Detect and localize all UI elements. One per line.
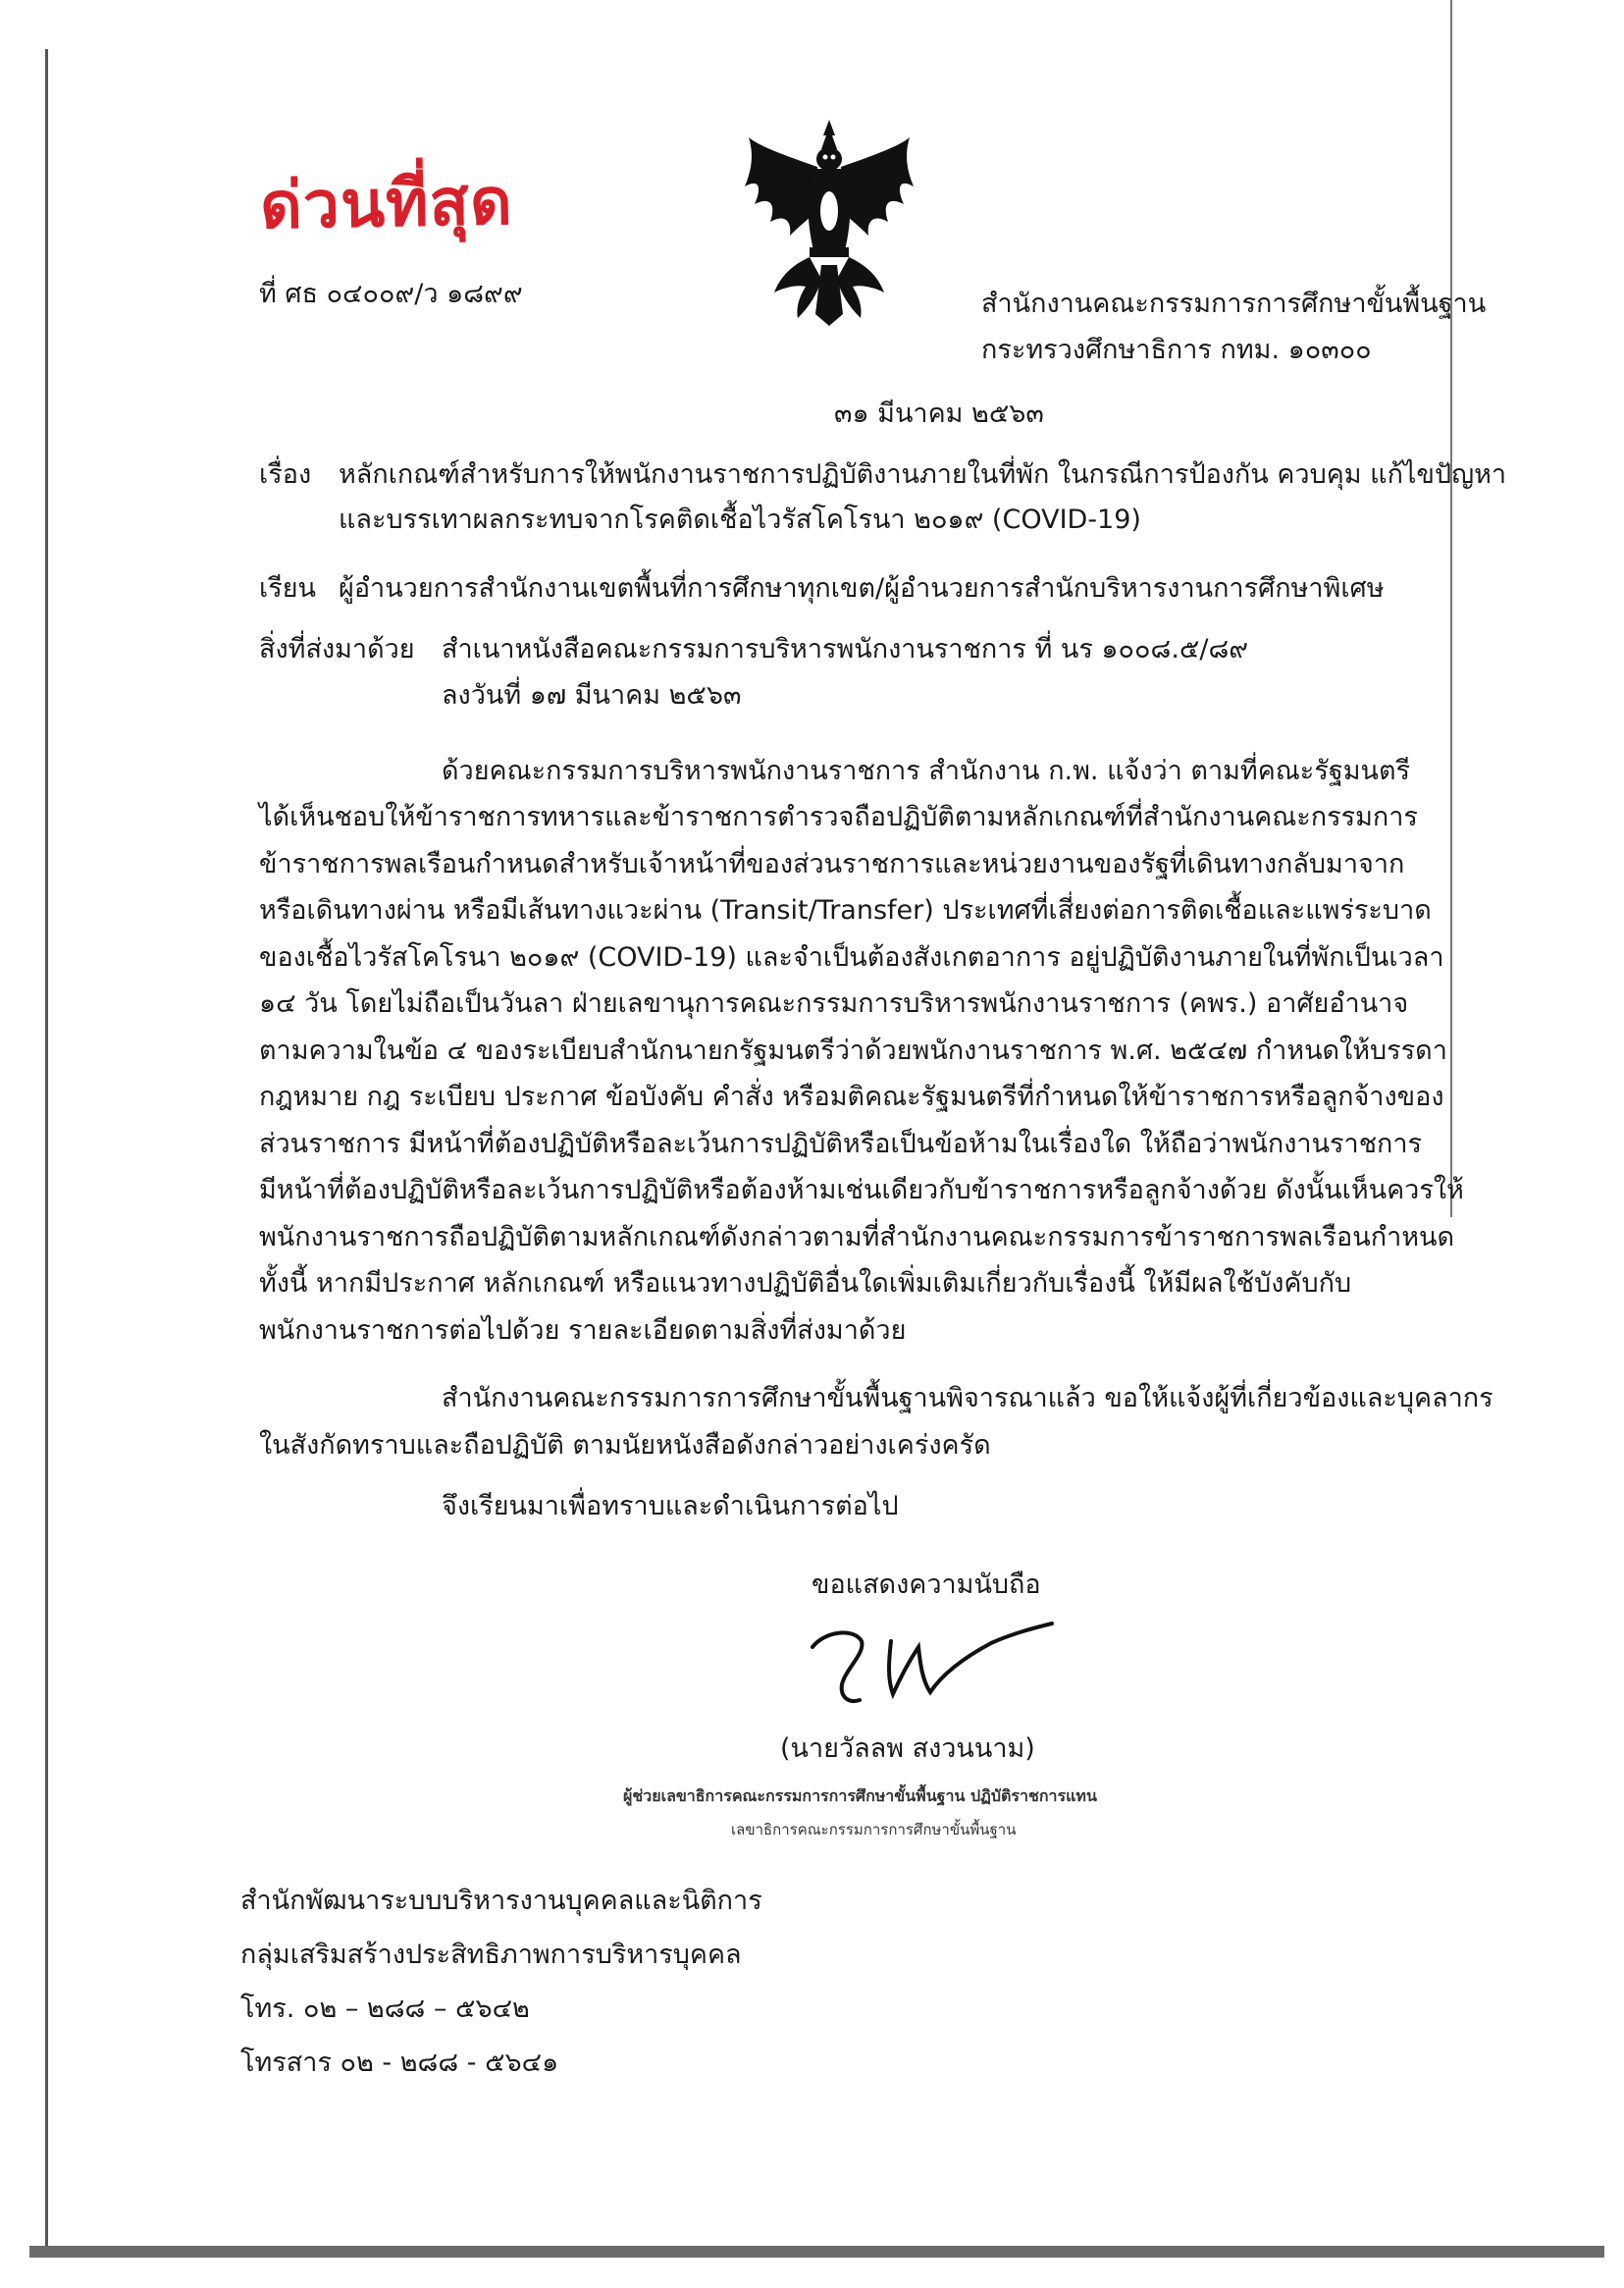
closing-salutation: ขอแสดงความนับถือ xyxy=(812,1570,1041,1600)
right-scan-edge xyxy=(1450,0,1452,1217)
scan-bottom-edge xyxy=(29,2246,1604,2258)
subject-line-2: และบรรเทาผลกระทบจากโรคติดเชื้อไวรัสโคโรนา ๒๐๑๙ (COVID-19) xyxy=(339,505,1141,535)
paragraph-line: ได้เห็นชอบให้ข้าราชการทหารและข้าราชการตำรวจถือปฏิบัติตามหลักเกณฑ์ที่สำนักงานคณะกรรมการ xyxy=(259,802,1418,832)
sender-office: สำนักงานคณะกรรมการการศึกษาขั้นพื้นฐาน xyxy=(981,289,1487,319)
closing-request: จึงเรียนมาเพื่อทราบและดำเนินการต่อไป xyxy=(442,1491,899,1521)
paragraph-line: กฎหมาย กฎ ระเบียบ ประกาศ ข้อบังคับ คำสั่ง หรือมติคณะรัฐมนตรีที่กำหนดให้ข้าราชการหรือลูกจ้างของ xyxy=(259,1082,1444,1112)
paragraph-line: พนักงานราชการถือปฏิบัติตามหลักเกณฑ์ดังกล่าวตามที่สำนักงานคณะกรรมการข้าราชการพลเรือนกำหนด xyxy=(259,1222,1455,1252)
paragraph-line: สำนักงานคณะกรรมการการศึกษาขั้นพื้นฐานพิจารณาแล้ว ขอให้แจ้งผู้ที่เกี่ยวข้องและบุคลากร xyxy=(442,1383,1493,1413)
enclosure-line-2: ลงวันที่ ๑๗ มีนาคม ๒๕๖๓ xyxy=(442,680,742,711)
paragraph-line: พนักงานราชการต่อไปด้วย รายละเอียดตามสิ่งที่ส่งมาด้วย xyxy=(259,1315,907,1346)
recipient-text: ผู้อำนวยการสำนักงานเขตพื้นที่การศึกษาทุกเขต/ผู้อำนวยการสำนักบริหารงานการศึกษาพิเศษ xyxy=(339,573,1385,604)
document-number: ที่ ศธ ๐๔๐๐๙/ว ๑๘๙๙ xyxy=(259,279,523,309)
subject-label: เรื่อง xyxy=(259,459,312,490)
signature-icon xyxy=(795,1610,1060,1718)
sender-address: กระทรวงศึกษาธิการ กทม. ๑๐๓๐๐ xyxy=(981,335,1372,365)
signatory-title-2: เลขาธิการคณะกรรมการการศึกษาขั้นพื้นฐาน xyxy=(731,1821,1017,1838)
signatory-title-1: ผู้ช่วยเลขาธิการคณะกรรมการการศึกษาขั้นพื้นฐาน ปฏิบัติราชการแทน xyxy=(623,1786,1097,1805)
paragraph-line: ทั้งนี้ หากมีประกาศ หลักเกณฑ์ หรือแนวทางปฏิบัติอื่นใดเพิ่มเติมเกี่ยวกับเรื่องนี้ ให้มีผลใช้บังคับกับ xyxy=(259,1268,1352,1299)
left-scan-edge xyxy=(45,49,48,2248)
enclosure-line-1: สำเนาหนังสือคณะกรรมการบริหารพนักงานราชการ ที่ นร ๑๐๐๘.๕/๘๙ xyxy=(442,634,1249,665)
garuda-emblem-icon xyxy=(741,118,917,329)
document-date: ๓๑ มีนาคม ๒๕๖๓ xyxy=(834,399,1044,429)
paragraph-line: มีหน้าที่ต้องปฏิบัติหรือละเว้นการปฏิบัติหรือต้องห้ามเช่นเดียวกับข้าราชการหรือลูกจ้างด้วย ดังนั้นเห็นควรให้ xyxy=(259,1175,1464,1205)
paragraph-line: ข้าราชการพลเรือนกำหนดสำหรับเจ้าหน้าที่ของส่วนราชการและหน่วยงานของรัฐที่เดินทางกลับมาจาก xyxy=(259,849,1405,879)
footer-phone: โทร. ๐๒ – ๒๘๘ – ๕๖๔๒ xyxy=(240,1994,530,2024)
paragraph-line: ๑๔ วัน โดยไม่ถือเป็นวันลา ฝ่ายเลขานุการคณะกรรมการบริหารพนักงานราชการ (คพร.) อาศัยอำนาจ xyxy=(259,988,1409,1019)
footer-fax: โทรสาร ๐๒ - ๒๘๘ - ๕๖๔๑ xyxy=(240,2048,559,2078)
paragraph-line: ส่วนราชการ มีหน้าที่ต้องปฏิบัติหรือละเว้นการปฏิบัติหรือเป็นข้อห้ามในเรื่องใด ให้ถือว่าพนักงานราชการ xyxy=(259,1129,1423,1159)
urgent-stamp: ด่วนที่สุด xyxy=(259,162,514,244)
enclosure-label: สิ่งที่ส่งมาด้วย xyxy=(259,634,415,665)
recipient-label: เรียน xyxy=(259,573,317,604)
paragraph-line: ของเชื้อไวรัสโคโรนา ๒๐๑๙ (COVID-19) และจำเป็นต้องสังเกตอาการ อยู่ปฏิบัติงานภายในที่พักเป็นเวลา xyxy=(259,942,1444,973)
footer-unit: สำนักพัฒนาระบบบริหารงานบุคคลและนิติการ xyxy=(240,1886,762,1916)
footer-group: กลุ่มเสริมสร้างประสิทธิภาพการบริหารบุคคล xyxy=(240,1940,742,1970)
paragraph-line: ด้วยคณะกรรมการบริหารพนักงานราชการ สำนักงาน ก.พ. แจ้งว่า ตามที่คณะรัฐมนตรี xyxy=(442,756,1411,786)
signatory-name: (นายวัลลพ สงวนนาม) xyxy=(780,1733,1035,1764)
paragraph-line: ตามความในข้อ ๔ ของระเบียบสำนักนายกรัฐมนตรีว่าด้วยพนักงานราชการ พ.ศ. ๒๕๔๗ กำหนดให้บรรดา xyxy=(259,1036,1447,1066)
paragraph-line: ในสังกัดทราบและถือปฏิบัติ ตามนัยหนังสือดังกล่าวอย่างเคร่งครัด xyxy=(259,1430,991,1461)
subject-line-1: หลักเกณฑ์สำหรับการให้พนักงานราชการปฏิบัติงานภายในที่พัก ในกรณีการป้องกัน ควบคุม แก้ไขปัญหา xyxy=(339,459,1507,490)
paragraph-line: หรือเดินทางผ่าน หรือมีเส้นทางแวะผ่าน (Transit/Transfer) ประเทศที่เสี่ยงต่อการติดเชื้อและแพร่ระบาด xyxy=(259,895,1432,926)
